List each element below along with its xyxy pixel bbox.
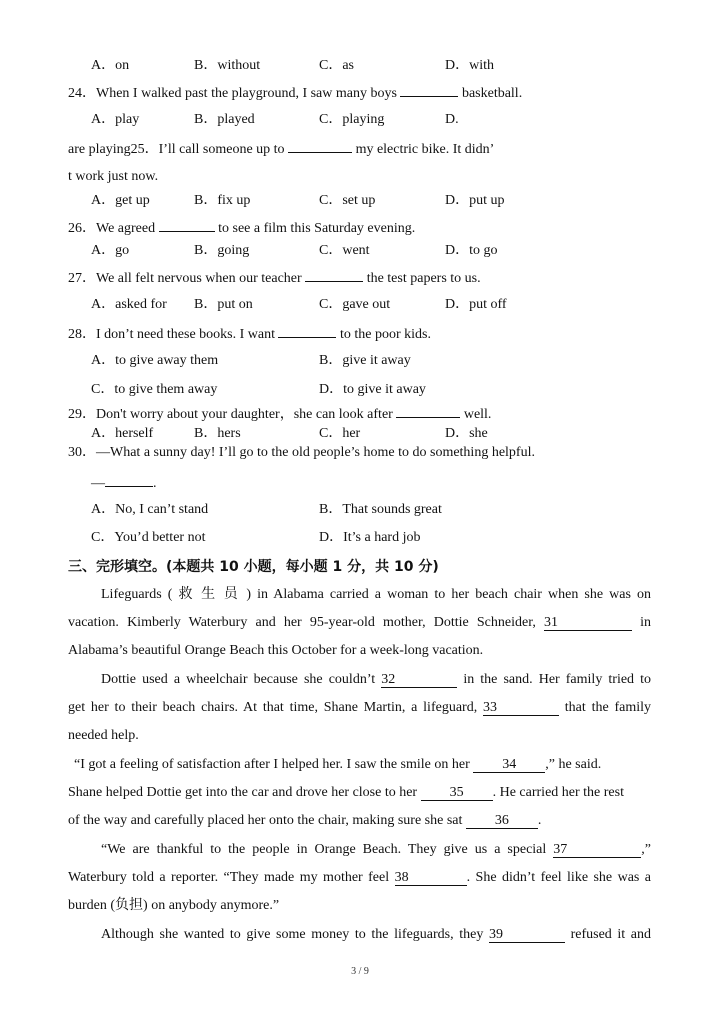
passage-line: Although she wanted to give some money to the lifeguards, they 39 refused it and (101, 927, 652, 942)
question-24-stem: 24．When I walked past the playground, I saw many boys basketball. (68, 83, 522, 103)
option-b: B．put on (194, 297, 253, 312)
answer-blank (305, 268, 363, 282)
passage-line: “I got a feeling of satisfaction after I helped her. I saw the smile on her 34 ,” he said. (74, 757, 602, 772)
option-a: A．asked for (91, 297, 167, 312)
option-d: D．It’s a hard job (319, 530, 421, 545)
option-a: A．No, I can’t stand (91, 502, 209, 517)
section-heading: 三、完形填空。(本题共 10 小题，每小题 1 分，共 10 分) (68, 559, 439, 575)
option-a: A．get up (91, 193, 150, 208)
question-25-stem-continued: t work just now. (68, 169, 159, 184)
option-b: B．That sounds great (319, 502, 442, 517)
question-28-stem: 28．I don’t need these books. I want to the poor kids. (68, 324, 431, 344)
question-26-stem: 26．We agreed to see a film this Saturday evening. (68, 218, 415, 238)
option-c: C．You’d better not (91, 530, 206, 545)
option-b: B．fix up (194, 193, 251, 208)
option-c: C．to give them away (91, 382, 218, 397)
cloze-blank-31: 31 (544, 617, 632, 631)
passage-line: needed help. (68, 728, 139, 743)
option-c: C．set up (319, 193, 376, 208)
option-c: C．playing (319, 112, 385, 127)
option-d: D．she (445, 426, 488, 441)
option-b: B．without (194, 58, 261, 73)
cloze-blank-32: 32 (381, 674, 457, 688)
answer-blank (159, 218, 215, 232)
passage-line: Alabama’s beautiful Orange Beach this October for a week-long vacation. (68, 643, 484, 658)
answer-blank (105, 473, 153, 487)
option-b: B．going (194, 243, 250, 258)
option-a: A．go (91, 243, 130, 258)
passage-line: burden (负担) on anybody anymore.” (68, 898, 280, 913)
question-25-stem: are playing25．I’ll call someone up to my electric bike. It didn’ (68, 139, 494, 159)
cloze-blank-35: 35 (421, 787, 493, 801)
option-d: D. (445, 112, 459, 127)
passage-line: Waterbury told a reporter. “They made my mother feel 38 . She didn’t feel like she was a (68, 870, 652, 885)
cloze-blank-34: 34 (473, 759, 545, 773)
answer-blank (278, 324, 336, 338)
option-c: C．her (319, 426, 361, 441)
passage-line: “We are thankful to the people in Orange Beach. They give us a special 37 ,” (101, 842, 651, 857)
answer-blank (396, 404, 460, 418)
cloze-blank-33: 33 (483, 702, 559, 716)
option-d: D．put off (445, 297, 507, 312)
option-a: A．to give away them (91, 353, 219, 368)
option-b: B．give it away (319, 353, 411, 368)
cloze-blank-36: 36 (466, 815, 538, 829)
option-b: B．played (194, 112, 255, 127)
passage-line: vacation. Kimberly Waterbury and her 95-year-old mother, Dottie Schneider, 31 in (68, 615, 652, 630)
question-27-stem: 27．We all felt nervous when our teacher the test papers to us. (68, 268, 481, 288)
option-c: C．went (319, 243, 370, 258)
passage-line: Shane helped Dottie get into the car and drove her close to her 35 . He carried her the rest (68, 785, 624, 800)
option-d: D．put up (445, 193, 505, 208)
question-30-reply: — . (91, 473, 157, 493)
cloze-blank-38: 38 (395, 872, 467, 886)
option-d: D．with (445, 58, 494, 73)
question-30-stem: 30．—What a sunny day! I’ll go to the old people’s home to do something helpful. (68, 445, 535, 460)
option-d: D．to give it away (319, 382, 426, 397)
option-d: D．to go (445, 243, 498, 258)
passage-line: of the way and carefully placed her onto the chair, making sure she sat 36 . (68, 813, 542, 828)
question-29-stem: 29．Don't worry about your daughter，she can look after well. (68, 404, 491, 424)
cloze-blank-37: 37 (553, 844, 641, 858)
answer-blank (288, 139, 352, 153)
passage-line: get her to their beach chairs. At that time, Shane Martin, a lifeguard, 33 that the family (68, 700, 652, 715)
answer-blank (400, 83, 458, 97)
option-c: C．gave out (319, 297, 391, 312)
option-a: A．on (91, 58, 130, 73)
option-b: B．hers (194, 426, 241, 441)
option-a: A．herself (91, 426, 154, 441)
passage-line: Lifeguards ( 救 生 员 ) in Alabama carried a woman to her beach chair when she was on (101, 587, 651, 602)
cloze-blank-39: 39 (489, 929, 565, 943)
option-a: A．play (91, 112, 140, 127)
passage-line: Dottie used a wheelchair because she couldn’t 32 in the sand. Her family tried to (101, 672, 652, 687)
page-number: 3 / 9 (351, 966, 369, 977)
option-c: C．as (319, 58, 354, 73)
